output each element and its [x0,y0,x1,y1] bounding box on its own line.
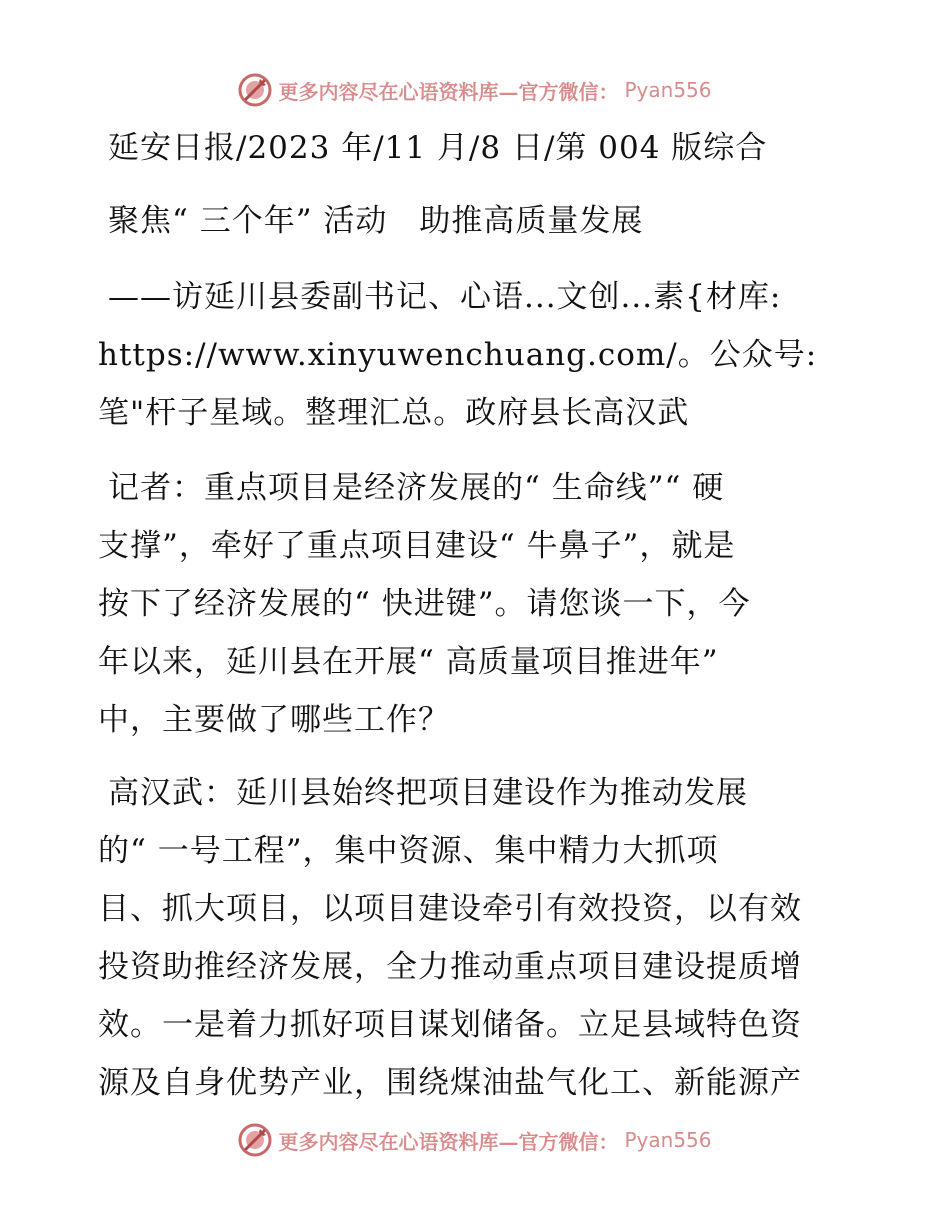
question-line: 记者：重点项目是经济发展的“ 生命线”“ 硬 [108,470,725,506]
watermark-wechat: Pyan556 [624,78,712,102]
watermark-bottom [0,1120,950,1160]
answer-line: 的“ 一号工程”，集中资源、集中精力大抓项 [98,833,719,869]
answer-line: 高汉武：延川县始终把项目建设作为推动发展 [108,775,748,811]
watermark-text: 更多内容尽在心语资料库—官方微信： [278,1129,619,1154]
watermark-text: 更多内容尽在心语资料库—官方微信： [278,79,619,104]
dateline: 延安日报/2023 年/11 月/8 日/第 004 版综合 [108,130,768,166]
watermark-wechat: Pyan556 [624,1128,712,1152]
question-line: 年以来，延川县在开展“ 高质量项目推进年” [98,644,719,680]
answer-line: 源及自身优势产业，围绕煤油盐气化工、新能源产 [98,1065,802,1101]
answer-line: 投资助推经济发展，全力推动重点项目建设提质增 [98,949,802,985]
article-title: 聚焦“ 三个年” 活动 助推高质量发展 [108,203,644,239]
question-line: 按下了经济发展的“ 快进键”。请您谈一下，今 [98,586,751,622]
subtitle-line: ——访延川县委副书记、心语...文创...素{材库: [108,279,782,315]
answer-line: 目、抓大项目，以项目建设牵引有效投资，以有效 [98,891,802,927]
logo-icon [238,1123,272,1157]
logo-icon [238,73,272,107]
question-line: 中，主要做了哪些工作？ [98,702,450,738]
watermark-top [0,70,950,110]
answer-line: 效。一是着力抓好项目谋划储备。立足县域特色资 [98,1007,802,1043]
subtitle-line: 笔"杆子星域。整理汇总。政府县长高汉武 [98,395,690,431]
subtitle-line: https://www.xinyuwenchuang.com/。公众号: [98,337,818,373]
question-line: 支撑”，牵好了重点项目建设“ 牛鼻子”，就是 [98,528,736,564]
